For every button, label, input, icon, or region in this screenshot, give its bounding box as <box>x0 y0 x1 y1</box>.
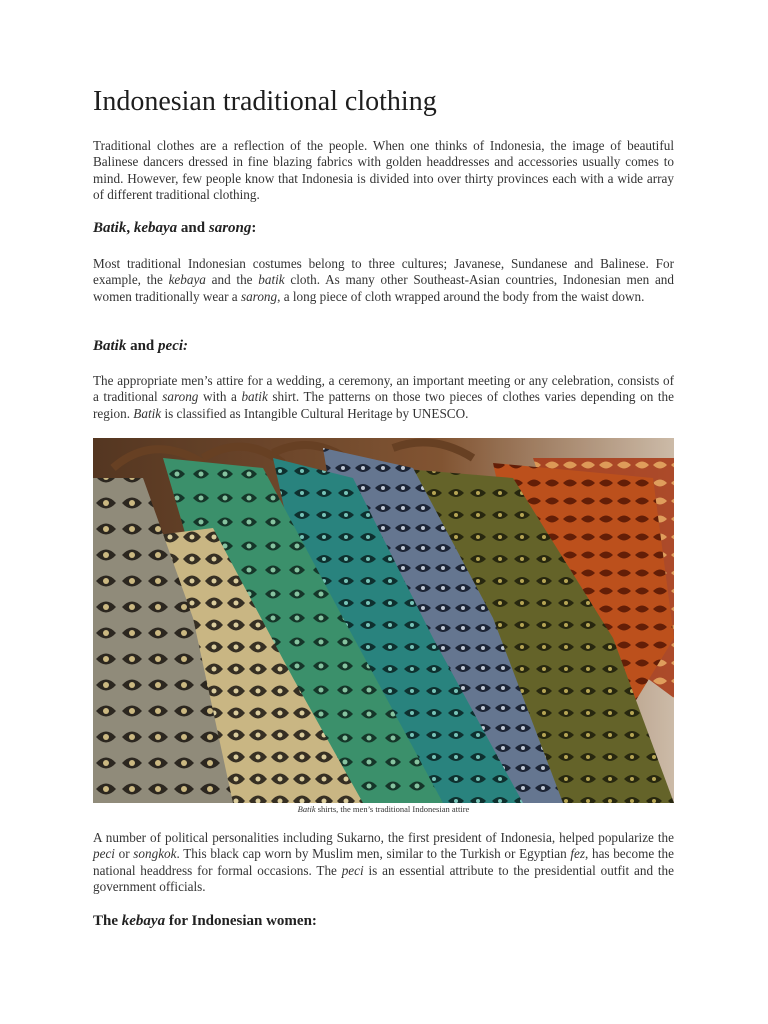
paragraph-text: is an essential attribute to the presidential outfit and the government officials. <box>93 862 674 895</box>
heading-term-kebaya: kebaya <box>121 913 166 929</box>
paragraph-term: sarong <box>162 389 199 405</box>
intro-paragraph: Traditional clothes are a reflection of the people. When one thinks of Indonesia, the image of beautiful Balinese dancers dressed in fine blazing fabrics with golden headdresses and accessories usually comes to mind. However, few people know that Indonesia is divided into over thirty provinces each with a wide array of different traditional clothing. <box>93 138 674 203</box>
batik-shirts-photo <box>93 438 674 803</box>
section1-paragraph <box>93 256 674 305</box>
heading-text: The <box>93 913 122 929</box>
paragraph-term: peci <box>93 846 115 862</box>
paragraph-text: . This black cap worn by Muslim men, similar to the Turkish or Egyptian <box>176 846 571 862</box>
heading-text: , <box>126 220 134 236</box>
paragraph-text: , a long piece of cloth wrapped around the body from the waist down. <box>277 288 645 304</box>
section3-paragraph <box>93 830 674 896</box>
paragraph-term: peci <box>341 862 364 878</box>
section2-paragraph <box>93 373 674 422</box>
paragraph-text: with a <box>198 389 242 405</box>
section-heading-kebaya <box>93 913 317 930</box>
photo-caption <box>93 804 674 814</box>
caption-term: Batik <box>297 804 316 814</box>
heading-text: and <box>177 220 209 236</box>
paragraph-text: , has become the national headdress for formal occasions. The <box>93 846 674 878</box>
paragraph-term: batik <box>258 272 285 288</box>
paragraph-term: songkok <box>133 846 177 862</box>
heading-text: for Indonesian women: <box>165 913 317 929</box>
heading-term-batik: Batik <box>93 220 127 236</box>
section-heading-batik-kebaya-sarong <box>93 220 256 237</box>
paragraph-text: A number of political personalities including Sukarno, the first president of Indonesia, helped popularize the <box>93 830 674 845</box>
heading-term-kebaya: kebaya <box>133 220 178 236</box>
caption-text: shirts, the men’s traditional Indonesian attire <box>315 804 470 814</box>
section-heading-batik-peci <box>93 338 188 355</box>
paragraph-term: batik <box>241 389 268 405</box>
paragraph-text: and the <box>205 272 259 288</box>
paragraph-term: kebaya <box>168 272 206 288</box>
paragraph-term: fez <box>570 846 586 862</box>
paragraph-text: cloth. As many other Southeast-Asian countries, Indonesian men and women traditionally wear a <box>93 272 674 304</box>
paragraph-text: or <box>114 846 134 862</box>
heading-term-batik: Batik <box>93 338 127 354</box>
paragraph-term: sarong <box>240 288 278 304</box>
paragraph-text: is classified as Intangible Cultural Heritage by UNESCO. <box>161 405 469 421</box>
paragraph-text: The appropriate men’s attire for a wedding, a ceremony, an important meeting or any celebration, consists of a traditional <box>93 373 674 405</box>
heading-text: and <box>126 338 159 354</box>
paragraph-text: Most traditional Indonesian costumes belong to three cultures; Javanese, Sundanese and Balinese. For example, the <box>93 256 674 288</box>
page-title: Indonesian traditional clothing <box>93 86 437 117</box>
heading-term-sarong: sarong <box>208 220 252 236</box>
heading-text: : <box>251 220 257 236</box>
heading-term-peci: peci: <box>158 338 189 354</box>
paragraph-text: shirt. The patterns on those two pieces of clothes varies depending on the region. <box>93 389 674 421</box>
paragraph-term: Batik <box>133 405 162 421</box>
